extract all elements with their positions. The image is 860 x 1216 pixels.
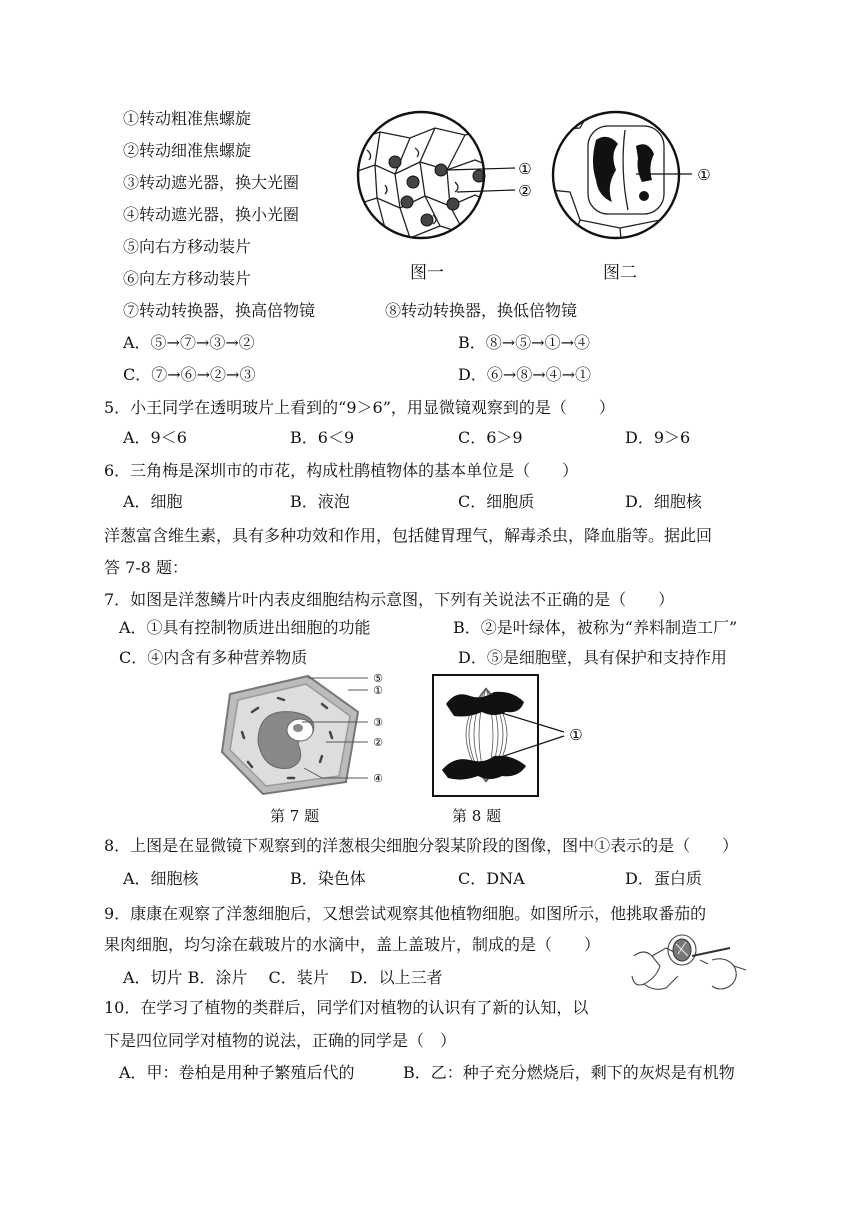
q4-step-5: ⑤向右方移动装片 xyxy=(123,237,252,256)
q4-option-c: C．⑦→⑥→②→③ xyxy=(123,365,256,384)
q7-label-2: ② xyxy=(373,736,383,749)
q7-option-d: D．⑤是细胞壁，具有保护和支持作用 xyxy=(458,648,727,667)
figure-one xyxy=(355,110,540,250)
q4-step-3: ③转动遮光器，换大光圈 xyxy=(123,173,300,192)
q5-option-c: C．6＞9 xyxy=(458,428,523,447)
q7-label-5: ⑤ xyxy=(373,672,383,685)
q10-option-a: A．甲：卷柏是用种子繁殖后代的 xyxy=(119,1063,355,1082)
q9-line1: 9．康康在观察了洋葱细胞后，又想尝试观察其他植物细胞。如图所示，他挑取番茄的 xyxy=(104,904,707,923)
q9-line2: 果肉细胞，均匀涂在载玻片的水滴中，盖上盖玻片，制成的是（ ） xyxy=(104,935,601,954)
intro-7-8-line1: 洋葱富含维生素，具有多种功效和作用，包括健胃理气，解毒杀虫，降血脂等。据此回 xyxy=(104,526,713,545)
q8-option-a: A．细胞核 xyxy=(123,869,199,888)
fig1-label-2: ② xyxy=(518,182,532,200)
q7-cell-diagram xyxy=(218,672,393,797)
q9-options: A．切片 B．涂片 C．装片 D．以上三者 xyxy=(123,968,443,987)
figure-two xyxy=(550,110,720,250)
q10-line1: 10．在学习了植物的类群后，同学们对植物的认识有了新的认知，以 xyxy=(104,998,589,1017)
q4-step-7: ⑦转动转换器，换高倍物镜 xyxy=(123,301,316,320)
q4-step-2: ②转动细准焦螺旋 xyxy=(123,141,252,160)
q8-chromosome-diagram xyxy=(432,674,602,799)
q7-option-c: C．④内含有多种营养物质 xyxy=(119,648,308,667)
fig1-label-1: ① xyxy=(518,160,532,178)
q7-caption: 第 7 题 xyxy=(270,807,320,825)
fig2-label-1: ① xyxy=(697,166,711,184)
q6-option-a: A．细胞 xyxy=(123,492,183,511)
q8-caption: 第 8 题 xyxy=(452,807,502,825)
q8-option-c: C．DNA xyxy=(458,869,525,888)
q9-smear-illustration xyxy=(630,926,748,996)
q7-label-1: ① xyxy=(373,684,383,697)
intro-7-8-line2: 答 7-8 题： xyxy=(104,558,188,577)
fig1-caption: 图一 xyxy=(410,263,444,283)
q4-option-d: D．⑥→⑧→④→① xyxy=(458,365,592,384)
q5-option-d: D．9＞6 xyxy=(625,428,691,447)
q4-step-8: ⑧转动转换器，换低倍物镜 xyxy=(385,301,578,320)
q6-stem: 6．三角梅是深圳市的市花，构成杜鹃植物体的基本单位是（ ） xyxy=(104,461,579,480)
fig2-caption: 图二 xyxy=(603,263,637,283)
q10-line2: 下是四位同学对植物的说法，正确的同学是（ ） xyxy=(104,1031,457,1050)
q10-option-b: B．乙：种子充分燃烧后，剩下的灰烬是有机物 xyxy=(403,1063,735,1082)
q7-label-4: ④ xyxy=(373,772,383,785)
q8-label-1: ① xyxy=(569,726,583,744)
q4-step-6: ⑥向左方移动装片 xyxy=(123,269,252,288)
q7-option-a: A．①具有控制物质进出细胞的功能 xyxy=(119,618,371,637)
q8-stem: 8．上图是在显微镜下观察到的洋葱根尖细胞分裂某阶段的图像，图中①表示的是（ ） xyxy=(104,836,739,855)
q7-option-b: B．②是叶绿体，被称为“养料制造工厂” xyxy=(453,618,738,637)
q6-option-b: B．液泡 xyxy=(290,492,350,511)
q7-label-3: ③ xyxy=(373,716,383,729)
q4-step-4: ④转动遮光器，换小光圈 xyxy=(123,205,300,224)
q5-stem: 5．小王同学在透明玻片上看到的“9＞6”，用显微镜观察到的是（ ） xyxy=(104,398,615,417)
q4-step-1: ①转动粗准焦螺旋 xyxy=(123,109,252,128)
q8-option-b: B．染色体 xyxy=(290,869,366,888)
q6-option-d: D．细胞核 xyxy=(625,492,702,511)
q8-option-d: D．蛋白质 xyxy=(625,869,702,888)
q6-option-c: C．细胞质 xyxy=(458,492,535,511)
q7-stem: 7．如图是洋葱鳞片叶内表皮细胞结构示意图，下列有关说法不正确的是（ ） xyxy=(104,590,675,609)
q4-option-a: A．⑤→⑦→③→② xyxy=(123,333,255,352)
q4-option-b: B．⑧→⑤→①→④ xyxy=(458,333,590,352)
q5-option-a: A．9＜6 xyxy=(123,428,187,447)
q5-option-b: B．6＜9 xyxy=(290,428,355,447)
